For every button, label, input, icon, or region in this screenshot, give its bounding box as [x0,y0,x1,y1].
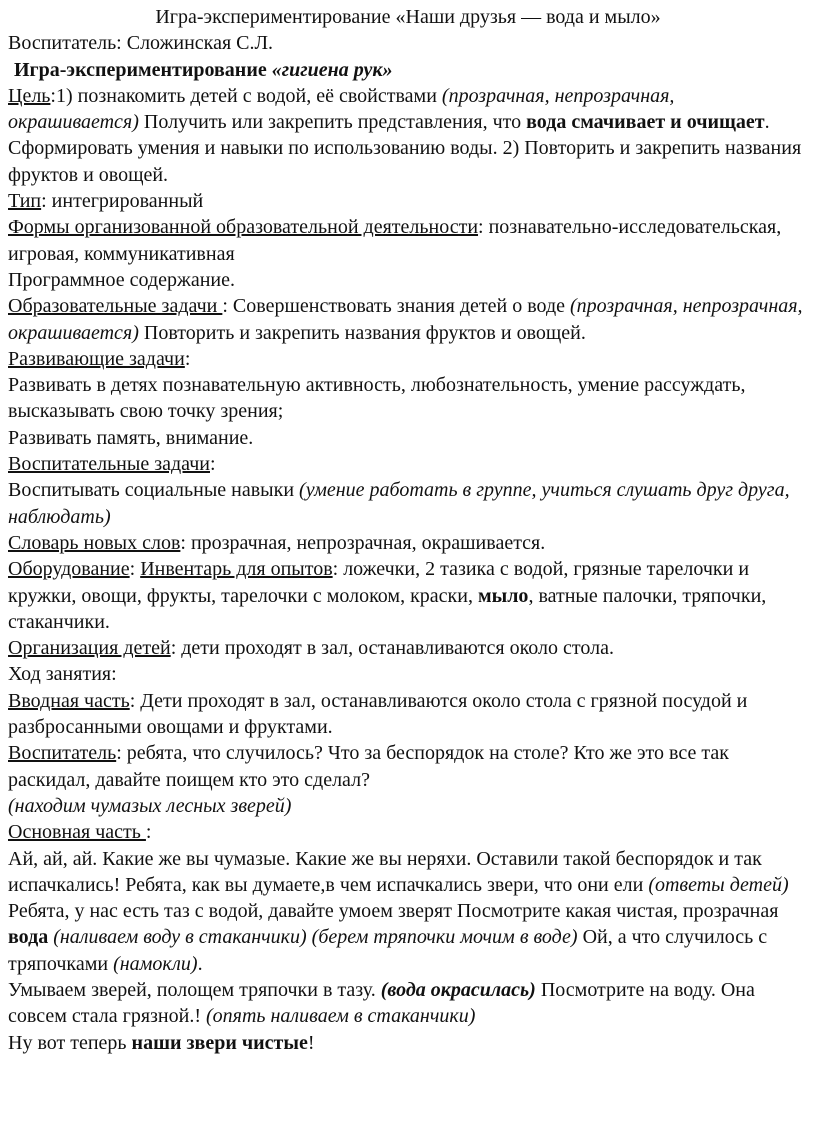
para1-text-1: Ай, ай, ай. Какие же вы чумазые. Какие же вы неряхи. Оставили такой беспорядок и так испачкались! Ребята, как вы думаете,в чем испачкались звери, что они ели [8,847,762,896]
type-text: : интегрированный [41,190,204,213]
upbr-tasks-heading [8,451,808,477]
equipment-sep: : [129,558,141,581]
edu-tasks-text-1: : Совершенствовать знания детей о воде [222,295,571,318]
course-heading: Ход занятия: [8,663,117,686]
upbr-tasks-text-1: Воспитывать социальные навыки [8,479,300,502]
vocab-label: Словарь новых слов [8,531,181,554]
para2-text-4: . [197,952,203,975]
teacher-line-label: Воспитатель [8,742,117,765]
dev-tasks-line-2: Развивать память, внимание. [8,426,254,449]
vocab-text: : прозрачная, непрозрачная, окрашивается. [180,531,546,554]
teacher-line-text: : ребята, что случилось? Что за беспорядок на столе? Кто же это все так раскидал, давайте поищем кто это сделал? [8,742,729,791]
upbr-tasks-italic-1: (умение работать в группе, учиться слушать друг друга, наблюдать) [8,479,790,528]
para2-text-1: Ребята, у нас есть таз с водой, давайте умоем зверят Посмотрите какая чистая, прозрачная [8,900,779,923]
dev-tasks-label: Развивающие задачи [8,347,185,370]
forms-label: Формы организованной образовательной деятельности [8,216,479,239]
finding-note: (находим чумазых лесных зверей) [8,794,292,817]
goal-text-2: Получить или закрепить представления, что [138,111,527,134]
equipment-bold-1: мыло [477,584,529,607]
dev-tasks-heading [8,346,808,372]
edu-tasks-label: Образовательные задачи [8,295,223,318]
para4-bold-1: наши звери чистые [131,1031,308,1054]
equipment-label-2: Инвентарь для опытов [140,558,333,581]
paragraph-4 [8,1030,808,1056]
para4-text-2: ! [307,1031,315,1054]
type-label: Тип [8,190,42,213]
organization-paragraph [8,635,808,661]
edu-tasks-paragraph [8,293,808,346]
goal-label: Цель [8,84,51,107]
paragraph-3 [8,977,808,1030]
para3-text-2: Посмотрите на воду. Она совсем стала грязной.! [8,978,755,1028]
main-part-heading [8,819,808,845]
para3-bold-italic-1: (вода окрасилась) [380,978,536,1001]
dev-tasks-colon: : [184,347,191,370]
para2-italic-2: (намокли) [113,952,198,975]
dev-tasks-line-1: Развивать в детях познавательную активность, любознательность, умение рассуждать, высказывать свою точку зрения; [8,374,746,423]
goal-bold-1: вода смачивает и очищает [526,111,765,134]
para4-text-1: Ну вот теперь [8,1031,132,1054]
para2-italic-1: (наливаем воду в стаканчики) (берем тряпочки мочим в воде) [53,926,578,949]
intro-label: Вводная часть [8,689,130,712]
equipment-text-1: : ложечки, 2 тазика с водой, грязные тарелочки и кружки, овощи, фрукты, тарелочки с молоком, краски, [8,558,750,607]
upbr-tasks-colon: : [210,453,216,476]
forms-text: : познавательно-исследовательская, игровая, коммуникативная [8,216,782,265]
main-part-colon: : [145,821,152,844]
intro-paragraph [8,688,808,741]
forms-paragraph [8,214,808,267]
organization-label: Организация детей [8,637,171,660]
para3-text-1: Умываем зверей, полощем тряпочки в тазу. [8,978,381,1001]
intro-text: : Дети проходят в зал, останавливаются около стола с грязной посудой и разбросанными овощами и фруктами. [8,689,748,739]
para3-italic-1: (опять наливаем в стаканчики) [206,1005,476,1028]
subtitle [8,57,808,83]
paragraph-2 [8,898,808,977]
organization-text: : дети проходят в зал, останавливаются около стола. [170,637,614,660]
edu-tasks-italic-1: (прозрачная, непрозрачная, окрашивается) [8,295,803,344]
goal-italic-1: (прозрачная, непрозрачная, окрашивается) [8,84,675,134]
edu-tasks-text-2: Повторить и закрепить названия фруктов и овощей. [138,321,586,344]
goal-text-1: :1) познакомить детей с водой, её свойствами [50,84,442,107]
program-heading: Программное содержание. [8,268,235,291]
equipment-text-2: , ватные палочки, тряпочки, стаканчики. [8,584,767,633]
subtitle-bold: Игра-экспериментирование [14,58,267,81]
goal-text-3: . Сформировать умения и навыки по использованию воды. 2) Повторить и закрепить названия фруктов и овощей. [8,111,802,186]
subtitle-italic: «гигиена рук» [271,58,393,81]
teacher-line-paragraph [8,740,808,793]
upbr-tasks-text [8,477,808,530]
equipment-label: Оборудование [8,558,130,581]
para2-text-3: Ой, а что случилось с тряпочками [8,926,768,975]
para1-italic-1: (ответы детей) [648,873,789,896]
paragraph-1 [8,846,808,899]
para2-bold-1: вода [8,926,49,949]
teacher-name: Воспитатель: Сложинская С.Л. [8,32,274,55]
vocab-paragraph [8,530,808,556]
upbr-tasks-label: Воспитательные задачи [8,453,210,476]
type-paragraph [8,188,808,214]
equipment-paragraph [8,556,808,635]
document-title: Игра-экспериментирование «Наши друзья — вода и мыло» [155,6,661,28]
main-part-label: Основная часть [8,821,146,844]
goal-paragraph [8,83,808,188]
